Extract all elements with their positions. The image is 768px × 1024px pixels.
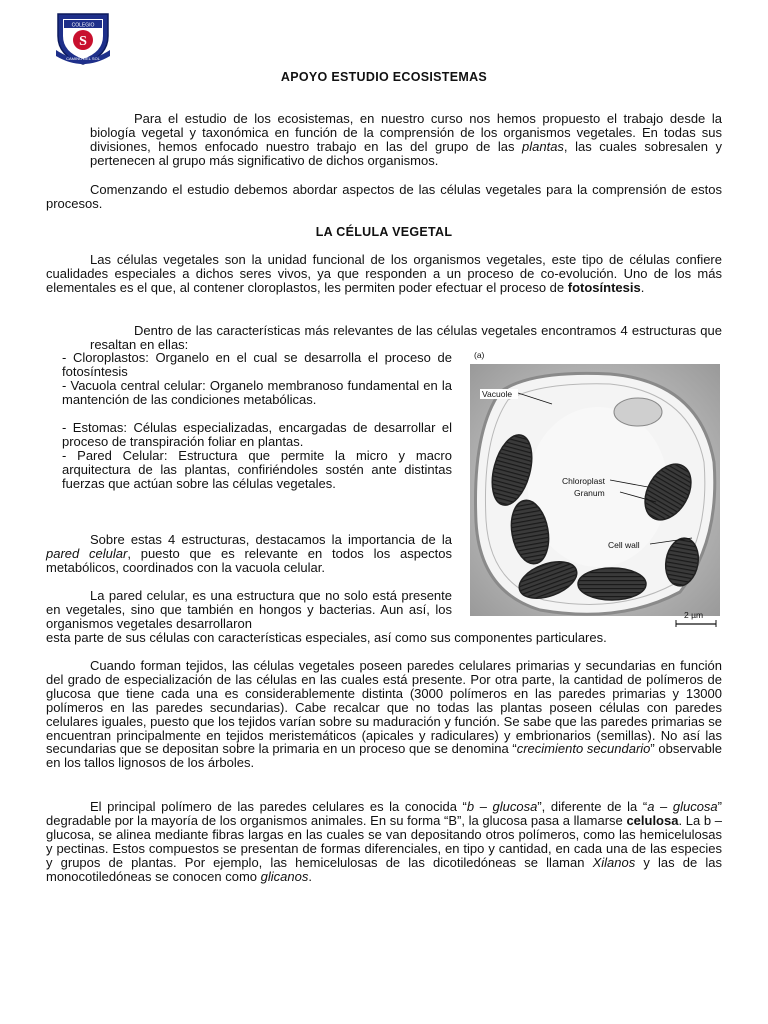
cell-paragraph-4: La pared celular, es una estructura que no solo está presente en vegetales, sino que también en hongos y bacterias. Aun así, los organismos vegetales desarrollaron [46,588,452,631]
label-chloroplast: Chloroplast [562,476,605,486]
scale-bar-label: 2 µm [684,610,704,620]
figure-panel-label: (a) [474,352,485,360]
intro-paragraph-2: Comenzando el estudio debemos abordar aspectos de las células vegetales para la comprensión de estos procesos. [46,182,722,211]
bullet-stomata: - Estomas: Células especializadas, encargadas de desarrollar el proceso de transpiración foliar en plantas. [62,420,452,449]
intro-paragraph-1: Para el estudio de los ecosistemas, en nuestro curso nos hemos propuesto el trabajo desde la biología vegetal y taxonómica en función de la comprensión de los organismos vegetales. En todas sus divisiones, hemos enfocado nuestro trabajo en las del grupo de las plantas, las cuales sobresalen y pertenecen al grupo más significativo de dichos organismos. [90,111,722,168]
polymer-paragraph: El principal polímero de las paredes celulares es la conocida “b – glucosa”, diferente de la “a – glucosa” degradable por la mayoría de los organismos animales. En su forma “B”, la glucosa pasa a llamarse celulosa. La b – glucosa, se alinea mediante fibras largas en las cuales se van depositando otros polímeros, como las hemicelulosas y pectinas. Estos compuestos se presentan de formas diferenciales, en tipo y cantidad, en cada una de las especies y grupos de plantas. Por ejemplo, las hemicelulosas de las dicotiledóneas se llaman Xilanos y las de las monocotiledóneas se conocen como glicanos. [46,799,723,884]
plant-cell-micrograph [470,352,722,632]
bullet-chloroplasts: - Cloroplastos: Organelo en el cual se desarrolla el proceso de fotosíntesis [62,350,452,379]
cell-paragraph-1: Las células vegetales son la unidad funcional de los organismos vegetales, este tipo de células confiere cualidades especiales a dichos seres vivos, ya que responden a un proceso de co-evolución. Uno de los más elementales es el que, al contener cloroplastos, les permiten poder efectuar el proceso de fotosíntesis. [46,252,722,295]
logo-top-text: COLEGIO [71,22,95,29]
page-title: APOYO ESTUDIO ECOSISTEMAS [280,70,488,84]
tissues-paragraph: Cuando forman tejidos, las células vegetales poseen paredes celulares primarias y secundarias en función del grado de especialización de las células en las cuales está presente. Por otra parte, la cantidad de polímeros de glucosa que tiene cada una es considerablemente distinta (3000 polímeros en las paredes primarias y 13000 polímeros en las paredes secundarias). Cabe recalcar que no todas las plantas poseen células con paredes celulares iguales, puesto que los tejidos varían sobre su maduración y función. Se sabe que las paredes primarias se encuentran principalmente en tejidos meristemáticos (apicales y radiculares) y embrionarios (semillas). No así las secundarias que se depositan sobre la primaria en un proceso que se denomina “crecimiento secundario” observable en los tallos lignosos de los árboles. [46,658,722,771]
label-vacuole: Vacuole [482,389,513,399]
logo-bottom-text: CAMINO DEL SOL [66,56,100,61]
section-title: LA CÉLULA VEGETAL [315,225,453,239]
cell-paragraph-3: Sobre estas 4 estructuras, destacamos la importancia de la pared celular, puesto que es relevante en todos los aspectos metabólicos, coordinados con la vacuola celular. [46,532,452,575]
label-cell-wall: Cell wall [608,540,640,550]
cell-paragraph-2: Dentro de las características más relevantes de las células vegetales encontramos 4 estructuras que resaltan en ellas: [90,323,722,352]
cell-paragraph-4-end: esta parte de sus células con características especiales, así como sus componentes particulares. [46,630,607,645]
logo-letter: S [79,34,87,49]
bullet-vacuole: - Vacuola central celular: Organelo membranoso fundamental en la mantención de las condiciones metabólicas. [62,378,452,407]
bullet-cell-wall: - Pared Celular: Estructura que permite la micro y macro arquitectura de las plantas, confiriéndoles sostén ante distintas fuerzas que actúan sobre las células vegetales. [62,448,452,491]
label-granum: Granum [574,488,605,498]
school-logo [54,10,112,66]
